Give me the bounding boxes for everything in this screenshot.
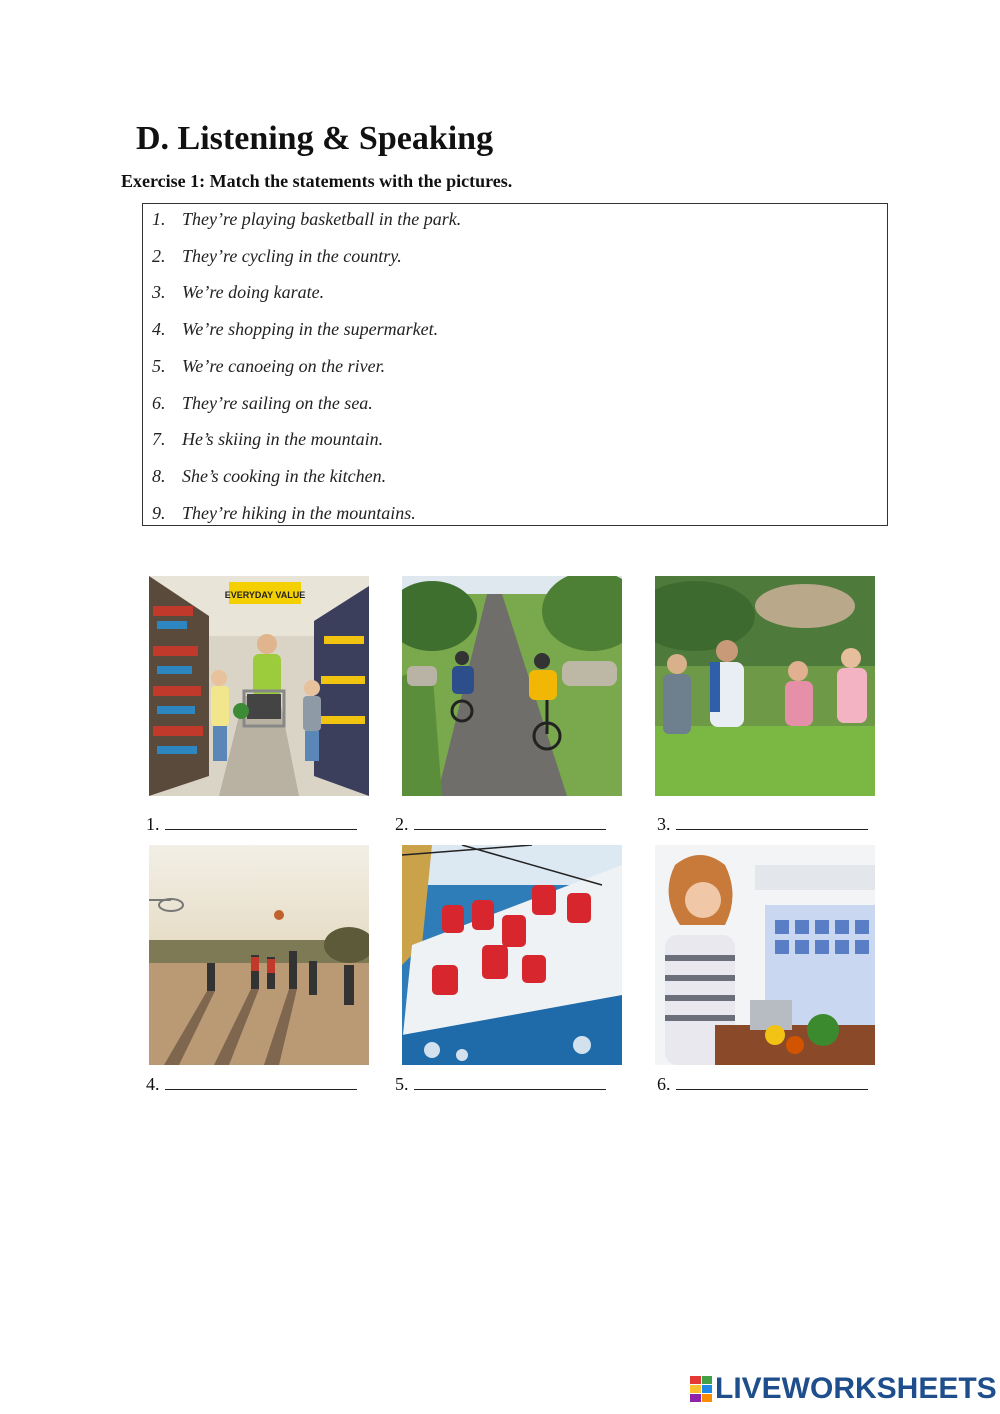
statement-item: 2. They’re cycling in the country.: [152, 246, 402, 266]
liveworksheets-logo[interactable]: [690, 1372, 997, 1406]
cooking-image: [655, 845, 875, 1065]
answer-line-4: 4.: [146, 1073, 357, 1095]
picture-cycling: [402, 576, 622, 796]
answer-line-3: 3.: [657, 813, 868, 835]
answer-line-2: 2.: [395, 813, 606, 835]
statement-item: 3. We’re doing karate.: [152, 282, 325, 302]
picture-cooking: [655, 845, 875, 1065]
statement-item: 7. He’s skiing in the mountain.: [152, 429, 384, 449]
statement-item: 6. They’re sailing on the sea.: [152, 393, 373, 413]
answer-blank[interactable]: [414, 1073, 606, 1090]
sailing-image: [402, 845, 622, 1065]
logo-mark-icon: [690, 1376, 712, 1402]
statement-item: 4. We’re shopping in the supermarket.: [152, 319, 439, 339]
answer-blank[interactable]: [165, 1073, 357, 1090]
statement-item: 9. They’re hiking in the mountains.: [152, 503, 416, 523]
answer-line-1: 1.: [146, 813, 357, 835]
answer-line-6: 6.: [657, 1073, 868, 1095]
brand-name: LIVEWORKSHEETS: [715, 1372, 997, 1405]
statement-item: 8. She’s cooking in the kitchen.: [152, 466, 387, 486]
page-title: D. Listening & Speaking: [136, 120, 494, 157]
statement-item: 5. We’re canoeing on the river.: [152, 356, 386, 376]
picture-basketball: [149, 845, 369, 1065]
basketball-image: [149, 845, 369, 1065]
exercise-instruction: Exercise 1: Match the statements with the pictures.: [121, 171, 513, 191]
picture-supermarket: [149, 576, 369, 796]
statement-item: 1. They’re playing basketball in the park.: [152, 209, 462, 229]
answer-blank[interactable]: [676, 813, 868, 830]
picture-hiking: [655, 576, 875, 796]
answer-blank[interactable]: [165, 813, 357, 830]
supermarket-image: [149, 576, 369, 796]
answer-line-5: 5.: [395, 1073, 606, 1095]
store-sign: EVERYDAY VALUE: [224, 590, 306, 600]
answer-blank[interactable]: [676, 1073, 868, 1090]
answer-blank[interactable]: [414, 813, 606, 830]
picture-sailing: [402, 845, 622, 1065]
cycling-image: [402, 576, 622, 796]
statement-box: [142, 203, 888, 526]
hiking-image: [655, 576, 875, 796]
